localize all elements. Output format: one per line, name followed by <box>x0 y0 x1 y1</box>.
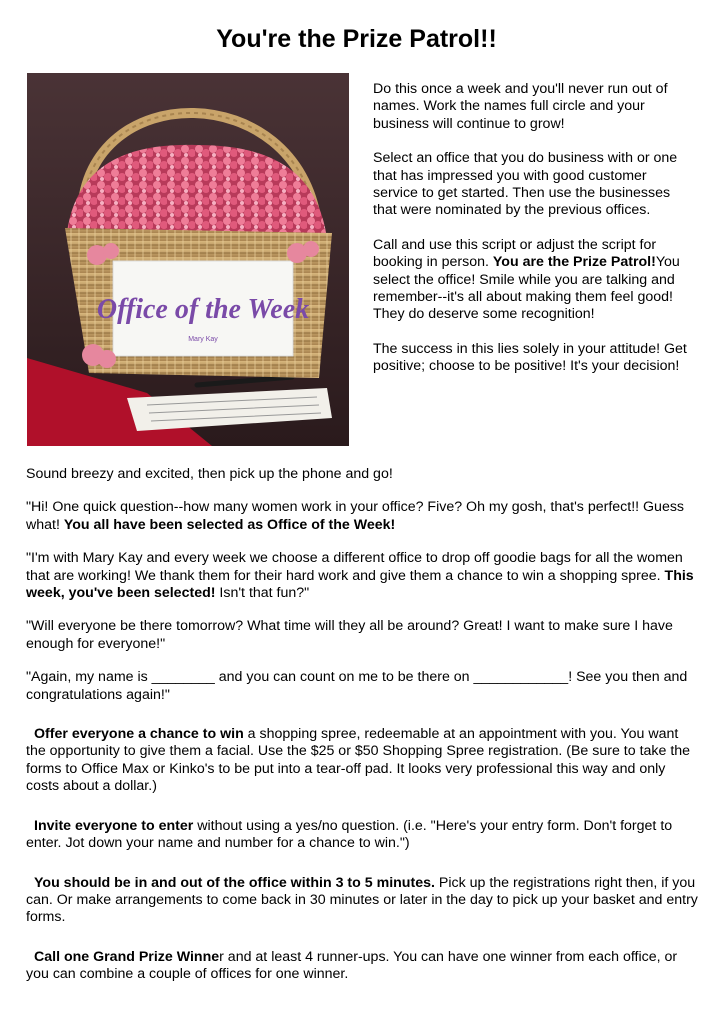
intro-paragraph-2: Select an office that you do business with or one that has impressed you with good customer service to get started. Then use the businesses that were nominated by the previous offices. <box>373 150 678 219</box>
page-title: You're the Prize Patrol!! <box>216 25 497 53</box>
script-quote-4: "Again, my name is ________ and you can count on me to be there on ____________! See you then and congratulations again!" <box>26 669 688 703</box>
intro-paragraph-3: Call and use this script or adjust the script for booking in person. You are the Prize Patrol!You select the office! Smile while you are talking and remember--it's all about making them feel good! They do deserve some recognition! <box>373 236 680 323</box>
script-intro: Sound breezy and excited, then pick up the phone and go! <box>26 466 393 482</box>
script-quote-3: "Will everyone be there tomorrow? What time will they all be around? Great! I want to make sure I have enough for everyone!" <box>26 618 673 652</box>
tip-call-winner: Call one Grand Prize Winner and at least 4 runner-ups. You can have one winner from each office, or you can combine a couple of offices for one winner. <box>26 948 678 983</box>
sign-text: Office of the Week <box>96 294 310 325</box>
script-quote-2: "I'm with Mary Kay and every week we choose a different office to drop off goodie bags for all the women that are working! We thank them for their hard work and give them a chance to win a shopping spree. This week, you've been selected! Isn't that fun?" <box>26 550 694 602</box>
tip-time-limit: You should be in and out of the office within 3 to 5 minutes. Pick up the registrations right then, if you can. Or make arrangements to come back in 30 minutes or later in the day to pick up your basket and entry forms. <box>26 874 698 926</box>
intro-column <box>373 81 693 393</box>
basket-photo <box>27 73 349 446</box>
intro-paragraph-4: The success in this lies solely in your attitude! Get positive; choose to be positive! It's your decision! <box>373 340 687 375</box>
prize-patrol-emphasis: You are the Prize Patrol! <box>492 254 656 271</box>
intro-paragraph-1: Do this once a week and you'll never run out of names. Work the names full circle and your business will continue to grow! <box>373 81 668 132</box>
script-quote-1: "Hi! One quick question--how many women work in your office? Five? Oh my gosh, that's perfect!! Guess what! You all have been selected as Office of the Week! <box>26 499 685 533</box>
tip-invite-enter: Invite everyone to enter without using a yes/no question. (i.e. "Here's your entry form. Don't forget to enter. Jot down your name and number for a chance to win.") <box>26 817 673 852</box>
sign-subtext: Mary Kay <box>188 336 218 343</box>
script-body <box>26 466 698 1000</box>
basket-illustration <box>27 73 349 446</box>
tip-offer-chance: Offer everyone a chance to win a shopping spree, redeemable at an appointment with you. You want the opportunity to give them a facial. Use the $25 or $50 Shopping Spree registration. (Be sure to take the forms to Office Max or Kinko's to be put into a tear-off pad. It looks very professional this way and only costs about a dollar.) <box>26 726 691 795</box>
